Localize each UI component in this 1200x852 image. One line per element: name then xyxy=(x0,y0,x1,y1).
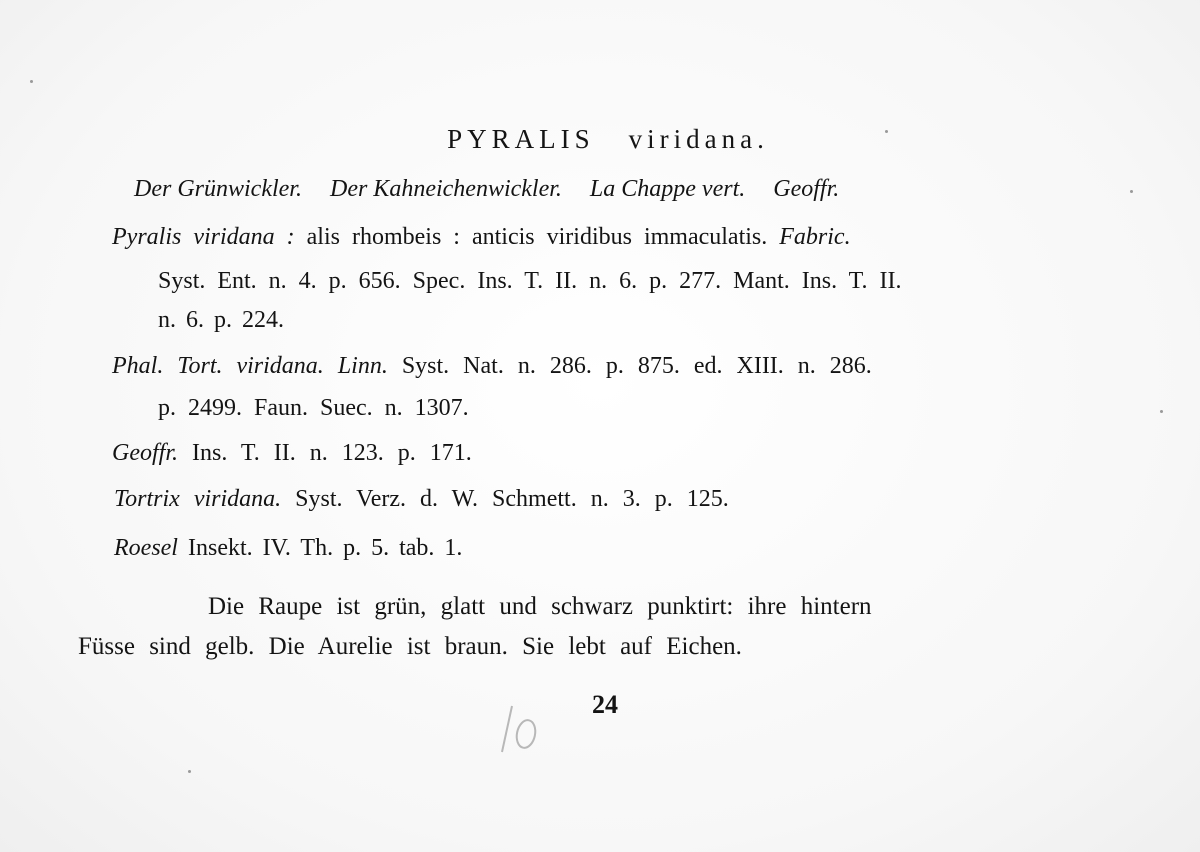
entry-1-text: alis rhombeis : anticis viridibus immaculatis. xyxy=(306,224,768,250)
paper-speck xyxy=(30,80,33,83)
common-name-2: Der Kahneichenwickler. xyxy=(329,176,562,202)
entry-2-line-1 xyxy=(112,351,872,381)
entry-1-name: Pyralis viridana : xyxy=(112,224,295,250)
description-line-2: Füsse sind gelb. Die Aurelie ist braun. Sie lebt auf Eichen. xyxy=(78,633,742,660)
common-name-4: Geoffr. xyxy=(773,176,840,202)
entry-3-text: Ins. T. II. n. 123. p. 171. xyxy=(192,440,472,466)
entry-5-text: Insekt. IV. Th. p. 5. tab. 1. xyxy=(187,535,463,561)
page-title xyxy=(0,124,1200,155)
entry-2-text: Syst. Nat. n. 286. p. 875. ed. XIII. n. 286. xyxy=(401,353,872,379)
common-name-1: Der Grünwickler. xyxy=(134,176,302,202)
entry-4-line xyxy=(114,484,729,514)
entry-3-author: Geoffr. xyxy=(112,440,178,466)
paper-speck xyxy=(1160,410,1163,413)
common-names-line xyxy=(134,174,861,204)
entry-2-line-2: p. 2499. Faun. Suec. n. 1307. xyxy=(158,395,469,421)
entry-4-name: Tortrix viridana. xyxy=(114,486,282,512)
entry-1-author: Fabric. xyxy=(779,224,851,250)
entry-4-text: Syst. Verz. d. W. Schmett. n. 3. p. 125. xyxy=(295,486,729,512)
entry-1-line-2: Syst. Ent. n. 4. p. 656. Spec. Ins. T. II. n. 6. p. 277. Mant. Ins. T. II. xyxy=(158,268,902,294)
common-name-3: La Chappe vert. xyxy=(589,176,746,202)
entry-1-line-3: n. 6. p. 224. xyxy=(158,307,284,333)
title-species: viridana. xyxy=(628,124,769,154)
entry-5-author: Roesel xyxy=(114,535,178,561)
paper-speck xyxy=(1130,190,1133,193)
description-line-1: Die Raupe ist grün, glatt und schwarz punktirt: ihre hintern xyxy=(208,593,872,620)
paper-speck xyxy=(885,130,888,133)
entry-2-author: Linn. xyxy=(337,353,388,379)
entry-5-line xyxy=(114,533,462,563)
title-genus: PYRALIS xyxy=(447,124,595,154)
page-number: 24 xyxy=(592,690,618,719)
entry-1-line-1 xyxy=(112,222,851,252)
pencil-mark-icon xyxy=(490,700,550,760)
entry-2-name: Phal. Tort. viridana. xyxy=(112,353,324,379)
paper-speck xyxy=(188,770,191,773)
entry-3-line xyxy=(112,438,472,468)
